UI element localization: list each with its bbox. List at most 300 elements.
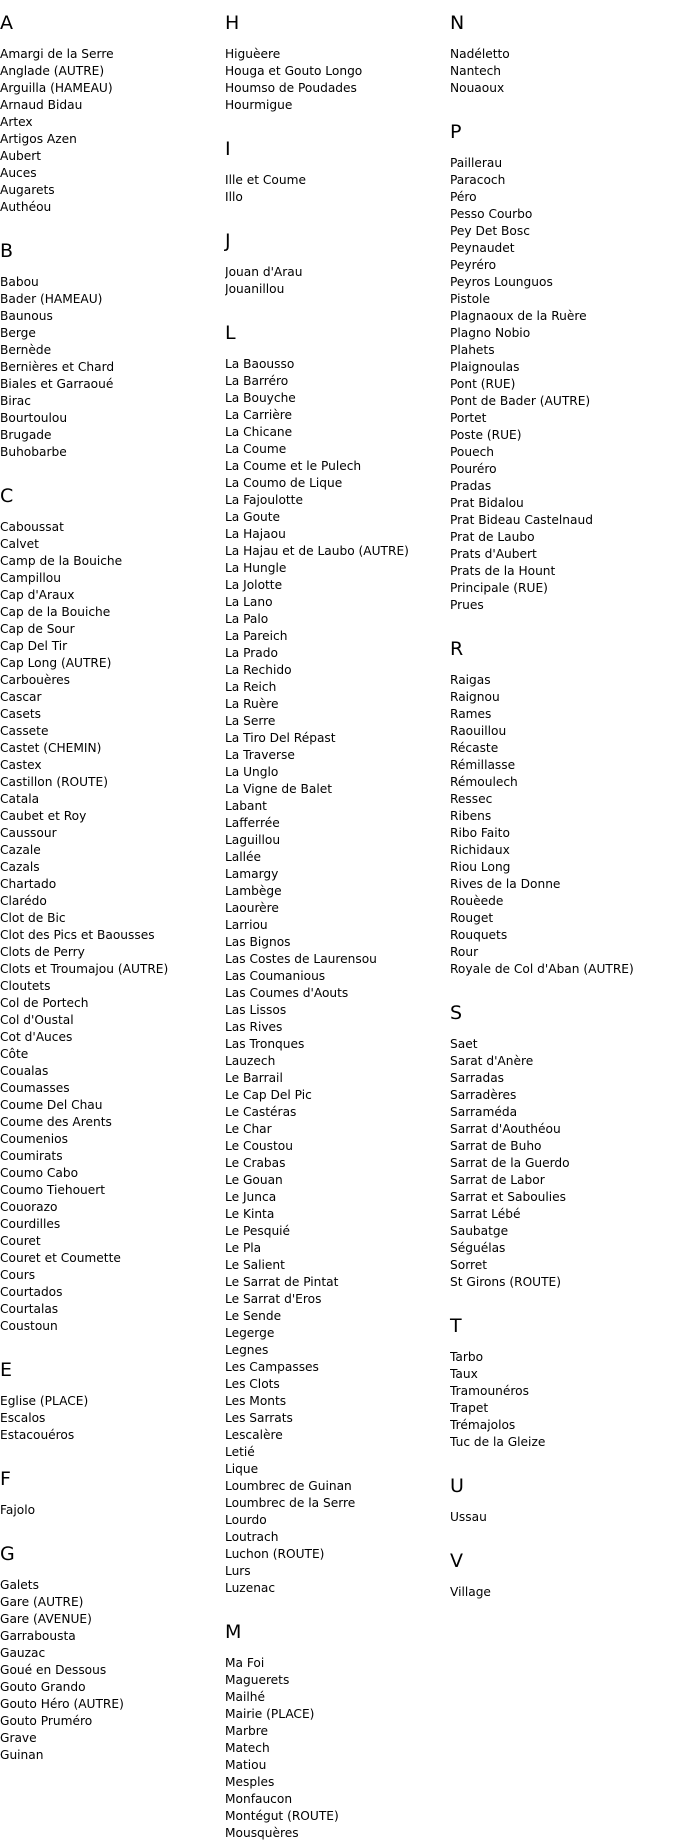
place-name: Legerge xyxy=(225,1326,275,1340)
place-name: Buhobarbe xyxy=(0,445,67,459)
place-name: Pey Det Bosc xyxy=(450,224,530,238)
place-list xyxy=(0,1502,222,1519)
place-list xyxy=(0,46,222,216)
place-name: Le Pesquié xyxy=(225,1224,291,1238)
place-name: Matech xyxy=(225,1741,270,1755)
place-name: Rémillasse xyxy=(450,758,516,772)
place-name: La Pareich xyxy=(225,629,288,643)
place-name: Arnaud Bidau xyxy=(0,98,83,112)
place-name: Artex xyxy=(0,115,33,129)
place-name: Raignou xyxy=(450,690,500,704)
place-name: Pistole xyxy=(450,292,490,306)
place-name: Carbouères xyxy=(0,673,70,687)
place-name: Peynaudet xyxy=(450,241,515,255)
place-name: La Chicane xyxy=(225,425,293,439)
place-name: Royale de Col d'Aban (AUTRE) xyxy=(450,962,634,976)
place-name: Sarrat et Saboulies xyxy=(450,1190,567,1204)
place-name: La Carrière xyxy=(225,408,293,422)
place-name: Le Crabas xyxy=(225,1156,286,1170)
place-name: Cazale xyxy=(0,843,41,857)
place-name: Courdilles xyxy=(0,1217,61,1231)
place-name: La Jolotte xyxy=(225,578,283,592)
place-name: Prats de la Hount xyxy=(450,564,556,578)
place-name: Luzenac xyxy=(225,1581,276,1595)
letter-group xyxy=(225,12,447,114)
place-list xyxy=(450,1584,672,1601)
place-name: Les Sarrats xyxy=(225,1411,293,1425)
place-name: Marbre xyxy=(225,1724,268,1738)
place-name: Sarradères xyxy=(450,1088,517,1102)
place-name: Bourtoulou xyxy=(0,411,68,425)
place-name: Sarradas xyxy=(450,1071,505,1085)
place-name: Auces xyxy=(0,166,37,180)
place-name: Pouréro xyxy=(450,462,497,476)
place-name: Col d'Oustal xyxy=(0,1013,74,1027)
place-name: Côte xyxy=(0,1047,29,1061)
letter-heading: F xyxy=(0,1468,11,1490)
place-name: Tarbo xyxy=(450,1350,484,1364)
place-name: Coume Del Chau xyxy=(0,1098,103,1112)
place-name: Cap de la Bouiche xyxy=(0,605,111,619)
place-name: Larriou xyxy=(225,918,268,932)
place-list xyxy=(450,1509,672,1526)
place-name: Casets xyxy=(0,707,41,721)
place-name: Coumo Tiehouert xyxy=(0,1183,106,1197)
place-name: Sarrat de la Guerdo xyxy=(450,1156,570,1170)
place-list xyxy=(0,274,222,461)
index-column-2 xyxy=(225,12,447,1844)
place-list xyxy=(450,1036,672,1291)
place-name: Laguillou xyxy=(225,833,281,847)
place-name: Amargi de la Serre xyxy=(0,47,114,61)
letter-group xyxy=(225,322,447,1597)
letter-group xyxy=(0,1359,222,1444)
place-name: Aubert xyxy=(0,149,42,163)
place-name: La Coume xyxy=(225,442,287,456)
letter-heading: V xyxy=(450,1550,463,1572)
place-name: Bernède xyxy=(0,343,52,357)
place-name: Les Campasses xyxy=(225,1360,319,1374)
place-name: Clots et Troumajou (AUTRE) xyxy=(0,962,169,976)
place-name: La Tiro Del Répast xyxy=(225,731,336,745)
place-name: Sarrat de Buho xyxy=(450,1139,542,1153)
place-name: Artigos Azen xyxy=(0,132,77,146)
place-name: Clarédo xyxy=(0,894,47,908)
place-name: La Traverse xyxy=(225,748,295,762)
place-name: Coualas xyxy=(0,1064,49,1078)
place-name: Le Cap Del Pic xyxy=(225,1088,312,1102)
place-name: La Prado xyxy=(225,646,278,660)
place-name: Illo xyxy=(225,190,243,204)
place-name: Péro xyxy=(450,190,477,204)
letter-group xyxy=(0,485,222,1335)
place-name: Lamargy xyxy=(225,867,279,881)
place-name: Pesso Courbo xyxy=(450,207,533,221)
place-name: La Barréro xyxy=(225,374,289,388)
place-name: Trémajolos xyxy=(450,1418,516,1432)
letter-heading: L xyxy=(225,322,236,344)
place-name: Cap d'Araux xyxy=(0,588,75,602)
place-name: Nouaoux xyxy=(450,81,505,95)
letter-group xyxy=(0,240,222,461)
place-name: Rouquets xyxy=(450,928,508,942)
place-name: La Ruère xyxy=(225,697,279,711)
place-name: Cap Del Tir xyxy=(0,639,68,653)
place-name: Sarrat de Labor xyxy=(450,1173,545,1187)
place-name: Legnes xyxy=(225,1343,269,1357)
place-name: Lourdo xyxy=(225,1513,267,1527)
place-name: Maguerets xyxy=(225,1673,290,1687)
place-name: Cours xyxy=(0,1268,36,1282)
place-name: Rames xyxy=(450,707,492,721)
letter-group xyxy=(225,1621,447,1842)
place-name: Berge xyxy=(0,326,36,340)
letter-group xyxy=(450,1002,672,1291)
place-name: Les Monts xyxy=(225,1394,287,1408)
place-name: Ussau xyxy=(450,1510,487,1524)
place-name: La Goute xyxy=(225,510,281,524)
place-name: Lambège xyxy=(225,884,282,898)
place-name: Calvet xyxy=(0,537,39,551)
place-name: Prues xyxy=(450,598,484,612)
place-name: Sorret xyxy=(450,1258,488,1272)
place-name: Cascar xyxy=(0,690,42,704)
place-name: Cot d'Auces xyxy=(0,1030,73,1044)
place-name: Cap Long (AUTRE) xyxy=(0,656,112,670)
place-name: Sarrat d'Aouthéou xyxy=(450,1122,561,1136)
place-name: Jouanillou xyxy=(225,282,285,296)
place-name: Mousquères xyxy=(225,1826,299,1840)
place-name: Cassete xyxy=(0,724,49,738)
letter-heading: N xyxy=(450,12,465,34)
place-name: Le Pla xyxy=(225,1241,262,1255)
place-list xyxy=(450,46,672,97)
place-name: Pradas xyxy=(450,479,492,493)
place-name: Estacouéros xyxy=(0,1428,75,1442)
place-list xyxy=(0,519,222,1335)
place-name: Augarets xyxy=(0,183,55,197)
place-name: Mesples xyxy=(225,1775,275,1789)
place-name: Castet (CHEMIN) xyxy=(0,741,102,755)
place-name: Arguilla (HAMEAU) xyxy=(0,81,113,95)
place-name: Prat Bidalou xyxy=(450,496,524,510)
place-name: Caussour xyxy=(0,826,57,840)
place-name: Coumenios xyxy=(0,1132,68,1146)
place-name: Bernières et Chard xyxy=(0,360,115,374)
place-list xyxy=(225,46,447,114)
letter-heading: I xyxy=(225,138,231,160)
place-name: Taux xyxy=(450,1367,478,1381)
place-name: Cap de Sour xyxy=(0,622,75,636)
place-name: Biales et Garraoué xyxy=(0,377,114,391)
place-name: Cazals xyxy=(0,860,40,874)
place-name: La Hungle xyxy=(225,561,287,575)
place-name: Récaste xyxy=(450,741,499,755)
letter-group xyxy=(0,12,222,216)
letter-group xyxy=(450,1475,672,1526)
place-name: Le Sarrat d'Eros xyxy=(225,1292,322,1306)
place-name: Le Gouan xyxy=(225,1173,283,1187)
place-name: Labant xyxy=(225,799,267,813)
place-name: Lafferrée xyxy=(225,816,280,830)
place-name: Gouto Grando xyxy=(0,1680,86,1694)
index-column-3 xyxy=(450,12,672,1625)
place-name: Gauzac xyxy=(0,1646,46,1660)
place-name: Le Coustou xyxy=(225,1139,293,1153)
place-name: Couret et Coumette xyxy=(0,1251,121,1265)
letter-heading: H xyxy=(225,12,240,34)
place-name: Le Sarrat de Pintat xyxy=(225,1275,339,1289)
place-name: Coumasses xyxy=(0,1081,70,1095)
place-name: Prat de Laubo xyxy=(450,530,535,544)
letter-group xyxy=(225,230,447,298)
place-name: Raigas xyxy=(450,673,491,687)
place-list xyxy=(225,356,447,1597)
letter-group xyxy=(450,1550,672,1601)
place-name: Le Barrail xyxy=(225,1071,283,1085)
place-name: Escalos xyxy=(0,1411,46,1425)
place-name: Le Kinta xyxy=(225,1207,275,1221)
place-name: Principale (RUE) xyxy=(450,581,548,595)
place-name: Brugade xyxy=(0,428,52,442)
place-name: Le Salient xyxy=(225,1258,285,1272)
place-name: Nadéletto xyxy=(450,47,510,61)
place-name: La Unglo xyxy=(225,765,279,779)
place-name: Higuèere xyxy=(225,47,281,61)
place-name: Coumirats xyxy=(0,1149,63,1163)
place-name: Camp de la Bouiche xyxy=(0,554,123,568)
place-name: Pouech xyxy=(450,445,495,459)
place-name: Las Coumes d'Aouts xyxy=(225,986,349,1000)
place-name: Rouget xyxy=(450,911,494,925)
place-name: Loumbrec de Guinan xyxy=(225,1479,352,1493)
place-name: Jouan d'Arau xyxy=(225,265,303,279)
place-name: Nantech xyxy=(450,64,502,78)
place-name: Coumo Cabo xyxy=(0,1166,79,1180)
place-name: Loutrach xyxy=(225,1530,279,1544)
place-name: Anglade (AUTRE) xyxy=(0,64,105,78)
place-name: Las Rives xyxy=(225,1020,283,1034)
place-name: Lescalère xyxy=(225,1428,283,1442)
letter-heading: E xyxy=(0,1359,13,1381)
place-name: Lallée xyxy=(225,850,262,864)
place-name: Luchon (ROUTE) xyxy=(225,1547,325,1561)
place-name: Le Char xyxy=(225,1122,272,1136)
place-name: Castillon (ROUTE) xyxy=(0,775,108,789)
place-list xyxy=(225,264,447,298)
letter-heading: A xyxy=(0,12,13,34)
letter-heading: B xyxy=(0,240,14,262)
place-name: Plahets xyxy=(450,343,495,357)
place-name: Las Lissos xyxy=(225,1003,287,1017)
place-name: Paillerau xyxy=(450,156,503,170)
place-name: La Reich xyxy=(225,680,277,694)
letter-group xyxy=(450,1315,672,1451)
place-list xyxy=(450,155,672,614)
letter-heading: U xyxy=(450,1475,464,1497)
place-name: Clots de Perry xyxy=(0,945,85,959)
place-name: Coume des Arents xyxy=(0,1115,112,1129)
place-name: La Lano xyxy=(225,595,273,609)
place-name: Pont (RUE) xyxy=(450,377,516,391)
place-name: Prats d'Aubert xyxy=(450,547,537,561)
letter-heading: T xyxy=(450,1315,462,1337)
place-name: Bader (HAMEAU) xyxy=(0,292,103,306)
place-name: Peyréro xyxy=(450,258,497,272)
place-name: La Palo xyxy=(225,612,269,626)
place-list xyxy=(225,1655,447,1842)
place-name: Loumbrec de la Serre xyxy=(225,1496,356,1510)
place-name: Castex xyxy=(0,758,42,772)
place-name: Houmso de Poudades xyxy=(225,81,357,95)
place-name: Cloutets xyxy=(0,979,51,993)
place-name: La Serre xyxy=(225,714,276,728)
place-name: La Hajaou xyxy=(225,527,286,541)
place-name: Baunous xyxy=(0,309,53,323)
place-name: Gouto Pruméro xyxy=(0,1714,93,1728)
place-name: Las Tronques xyxy=(225,1037,305,1051)
place-name: Riou Long xyxy=(450,860,511,874)
place-name: Chartado xyxy=(0,877,57,891)
place-name: Rémoulech xyxy=(450,775,518,789)
place-list xyxy=(0,1393,222,1444)
place-name: Laourère xyxy=(225,901,279,915)
place-name: Fajolo xyxy=(0,1503,36,1517)
place-name: La Coumo de Lique xyxy=(225,476,343,490)
place-name: Les Clots xyxy=(225,1377,280,1391)
place-name: Sarat d'Anère xyxy=(450,1054,534,1068)
place-name: Prat Bideau Castelnaud xyxy=(450,513,593,527)
place-name: Birac xyxy=(0,394,31,408)
place-name: Galets xyxy=(0,1578,39,1592)
place-name: Lique xyxy=(225,1462,259,1476)
place-name: Sarrat Lébé xyxy=(450,1207,521,1221)
place-name: Rouèede xyxy=(450,894,504,908)
place-name: Goué en Dessous xyxy=(0,1663,107,1677)
place-name: La Bouyche xyxy=(225,391,296,405)
letter-heading: J xyxy=(225,230,231,252)
letter-group xyxy=(0,1543,222,1764)
place-name: Richidaux xyxy=(450,843,510,857)
place-name: Village xyxy=(450,1585,491,1599)
place-name: Trapet xyxy=(450,1401,489,1415)
place-name: Gare (AVENUE) xyxy=(0,1612,92,1626)
place-name: Raouillou xyxy=(450,724,507,738)
place-name: Portet xyxy=(450,411,487,425)
place-name: Las Coumanious xyxy=(225,969,326,983)
place-name: Plagno Nobio xyxy=(450,326,531,340)
place-name: Sarraméda xyxy=(450,1105,518,1119)
place-name: Grave xyxy=(0,1731,37,1745)
place-name: Matiou xyxy=(225,1758,267,1772)
place-name: Monfaucon xyxy=(225,1792,293,1806)
place-name: Le Sende xyxy=(225,1309,282,1323)
place-name: Las Bignos xyxy=(225,935,291,949)
place-name: La Baousso xyxy=(225,357,295,371)
place-name: La Hajau et de Laubo (AUTRE) xyxy=(225,544,409,558)
place-name: Lurs xyxy=(225,1564,251,1578)
place-name: Pont de Bader (AUTRE) xyxy=(450,394,591,408)
place-name: Couret xyxy=(0,1234,41,1248)
letter-group xyxy=(0,1468,222,1519)
place-name: Authéou xyxy=(0,200,52,214)
place-name: Mailhé xyxy=(225,1690,265,1704)
place-name: Mairie (PLACE) xyxy=(225,1707,315,1721)
place-name: Clot de Bic xyxy=(0,911,66,925)
place-name: Las Costes de Laurensou xyxy=(225,952,377,966)
place-list xyxy=(450,1349,672,1451)
letter-heading: C xyxy=(0,485,14,507)
place-name: Ribens xyxy=(450,809,492,823)
place-name: St Girons (ROUTE) xyxy=(450,1275,562,1289)
place-name: Gouto Héro (AUTRE) xyxy=(0,1697,124,1711)
place-name: La Fajoulotte xyxy=(225,493,303,507)
letter-group xyxy=(450,12,672,97)
letter-group xyxy=(450,121,672,614)
place-name: Rour xyxy=(450,945,479,959)
place-name: Gare (AUTRE) xyxy=(0,1595,84,1609)
place-name: Lauzech xyxy=(225,1054,276,1068)
place-name: Courtados xyxy=(0,1285,63,1299)
letter-heading: M xyxy=(225,1621,242,1643)
place-name: Le Castéras xyxy=(225,1105,297,1119)
place-name: Tramounéros xyxy=(450,1384,529,1398)
place-name: Eglise (PLACE) xyxy=(0,1394,89,1408)
place-name: Plagnaoux de la Ruère xyxy=(450,309,587,323)
letter-group xyxy=(225,138,447,206)
place-name: Clot des Pics et Baousses xyxy=(0,928,155,942)
place-name: Caboussat xyxy=(0,520,64,534)
place-name: Tuc de la Gleize xyxy=(450,1435,546,1449)
place-name: Montégut (ROUTE) xyxy=(225,1809,339,1823)
place-name: Couorazo xyxy=(0,1200,58,1214)
letter-heading: G xyxy=(0,1543,15,1565)
place-name: Ille et Coume xyxy=(225,173,306,187)
place-name: Letié xyxy=(225,1445,255,1459)
place-name: Catala xyxy=(0,792,40,806)
letter-heading: S xyxy=(450,1002,463,1024)
place-name: Saet xyxy=(450,1037,478,1051)
letter-group xyxy=(450,638,672,978)
place-name: Ressec xyxy=(450,792,493,806)
place-name: Caubet et Roy xyxy=(0,809,87,823)
place-name: Paracoch xyxy=(450,173,506,187)
place-name: La Rechido xyxy=(225,663,292,677)
place-name: Plaignoulas xyxy=(450,360,520,374)
place-name: La Coume et le Pulech xyxy=(225,459,362,473)
place-name: Hourmigue xyxy=(225,98,293,112)
place-name: Le Junca xyxy=(225,1190,277,1204)
place-name: Ribo Faito xyxy=(450,826,510,840)
place-name: Séguélas xyxy=(450,1241,506,1255)
place-name: Rives de la Donne xyxy=(450,877,561,891)
letter-heading: R xyxy=(450,638,464,660)
place-name: Guinan xyxy=(0,1748,44,1762)
place-name: Garrabousta xyxy=(0,1629,76,1643)
place-name: Poste (RUE) xyxy=(450,428,522,442)
place-name: Saubatge xyxy=(450,1224,509,1238)
place-name: Babou xyxy=(0,275,39,289)
place-name: La Vigne de Balet xyxy=(225,782,333,796)
place-name: Peyros Lounguos xyxy=(450,275,553,289)
letter-heading: P xyxy=(450,121,462,143)
place-name: Coustoun xyxy=(0,1319,58,1333)
place-name: Campillou xyxy=(0,571,61,585)
place-list xyxy=(0,1577,222,1764)
place-list xyxy=(450,672,672,978)
place-name: Courtalas xyxy=(0,1302,59,1316)
place-name: Col de Portech xyxy=(0,996,89,1010)
